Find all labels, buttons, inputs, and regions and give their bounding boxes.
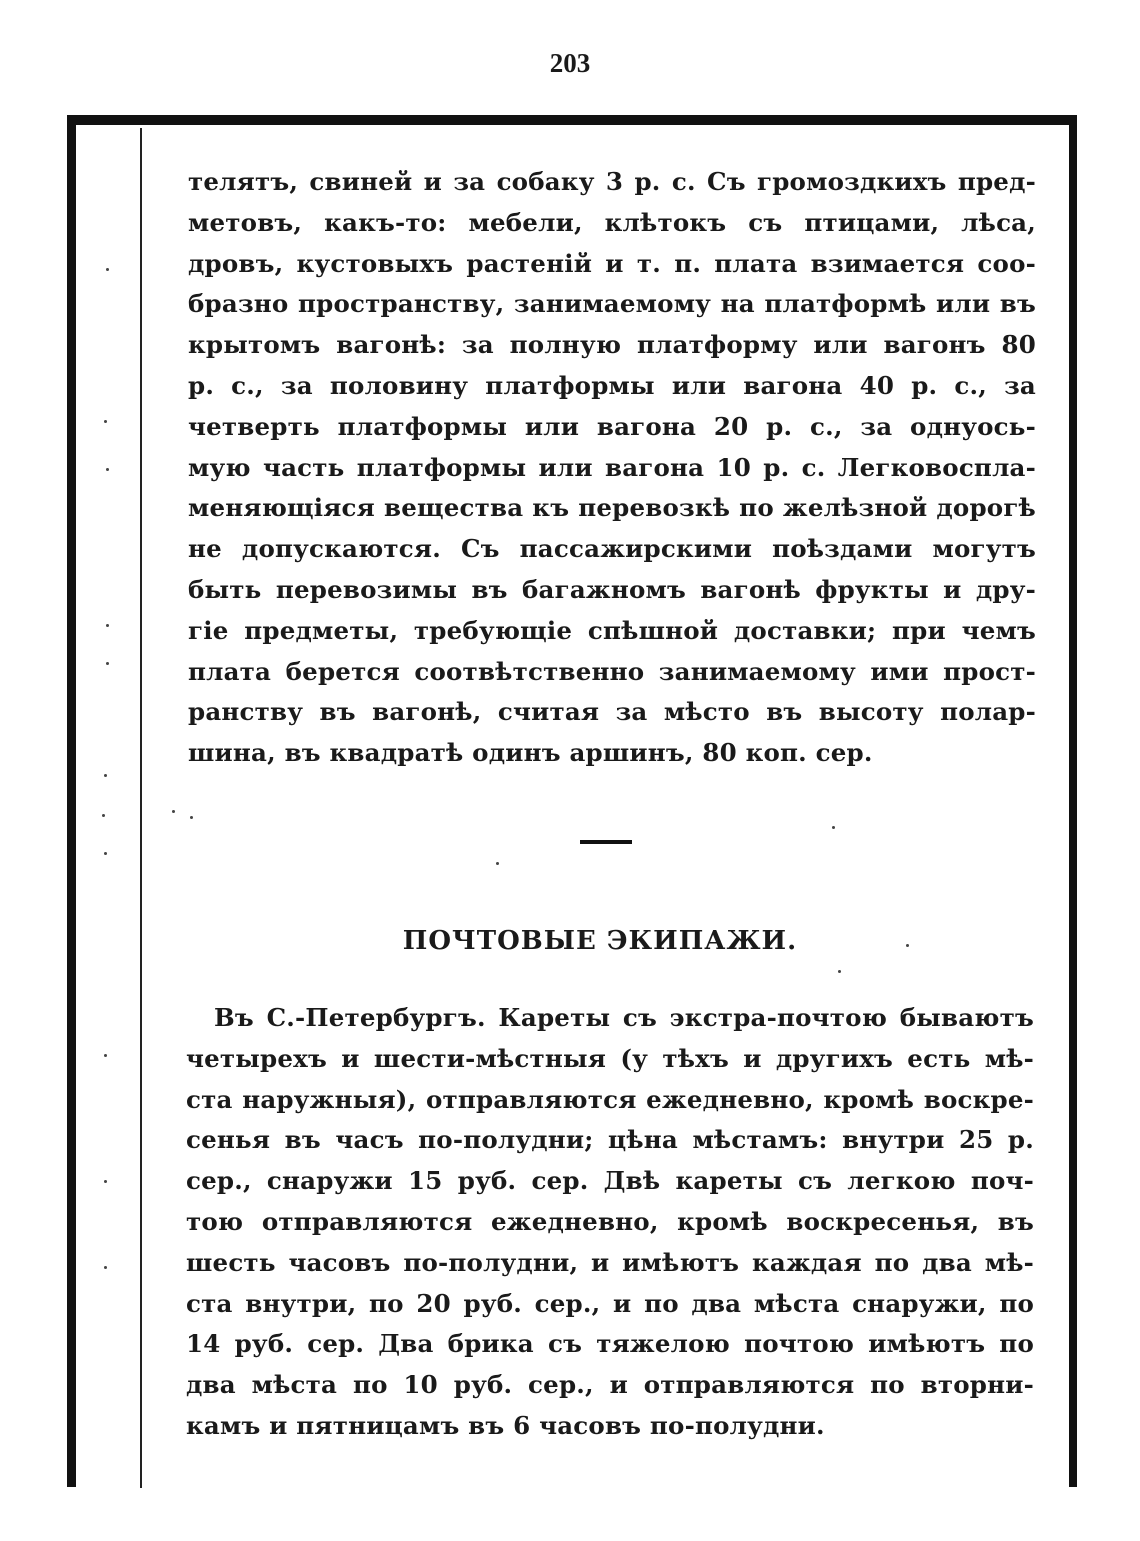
scan-speck bbox=[104, 774, 107, 777]
text-line: камъ и пятницамъ въ 6 часовъ по-полудни. bbox=[186, 1410, 825, 1440]
text-line: быть перевозимы въ багажномъ вагонѣ фрукты и дру- bbox=[188, 574, 1036, 604]
city-lead-heading: Въ С.-Петербургъ. bbox=[214, 1003, 486, 1032]
paragraph-postal-carriages bbox=[186, 998, 1034, 1447]
scan-speck bbox=[106, 662, 109, 665]
text-line: крытомъ вагонѣ: за полную платформу или вагонъ 80 bbox=[188, 330, 1036, 360]
scan-speck bbox=[190, 816, 193, 819]
inner-margin-rule bbox=[140, 128, 142, 1488]
text-line: шесть часовъ по-полудни, и имѣютъ каждая по два мѣ- bbox=[186, 1247, 1034, 1277]
text-line: бразно пространству, занимаемому на платформѣ или въ bbox=[188, 289, 1036, 319]
text-line: шина, въ квадратѣ одинъ аршинъ, 80 коп. сер. bbox=[188, 738, 873, 768]
scan-speck bbox=[496, 862, 499, 865]
scan-speck bbox=[832, 826, 835, 829]
text-line: не допускаются. Съ пассажирскими поѣздами могутъ bbox=[188, 534, 1036, 564]
text-line: телятъ, свиней и за собаку 3 р. с. Съ громоздкихъ пред- bbox=[188, 167, 1036, 196]
text-line: четверть платформы или вагона 20 р. с., за однуось- bbox=[188, 411, 1036, 441]
scan-speck bbox=[106, 268, 109, 271]
text-line: метовъ, какъ-то: мебели, клѣтокъ съ птицами, лѣса, bbox=[188, 207, 1036, 237]
text-line: 14 руб. сер. Два брика съ тяжелою почтою имѣютъ по bbox=[186, 1329, 1034, 1359]
scan-speck bbox=[104, 1180, 107, 1183]
scan-speck bbox=[906, 944, 909, 947]
scan-speck bbox=[104, 1054, 107, 1057]
scan-speck bbox=[104, 420, 107, 423]
text-line: ста внутри, по 20 руб. сер., и по два мѣста снаружи, по bbox=[186, 1288, 1034, 1318]
text-line: тою отправляются ежедневно, кромѣ воскресенья, въ bbox=[186, 1206, 1034, 1236]
text-line: плата берется соотвѣтственно занимаемому ими прост- bbox=[188, 656, 1036, 686]
text-line: ста наружныя), отправляются ежедневно, кромѣ воскре- bbox=[186, 1084, 1034, 1114]
scan-speck bbox=[106, 624, 109, 627]
scan-speck bbox=[104, 1266, 107, 1269]
text-line: мую часть платформы или вагона 10 р. с. Легковоспла- bbox=[188, 452, 1036, 482]
section-heading: ПОЧТОВЫЕ ЭКИПАЖИ. bbox=[402, 926, 798, 956]
scan-speck bbox=[104, 852, 107, 855]
text-line: четырехъ и шести-мѣстныя (у тѣхъ и другихъ есть мѣ- bbox=[186, 1043, 1034, 1073]
section-separator-rule bbox=[580, 840, 632, 844]
scan-speck bbox=[102, 814, 105, 817]
text-line-rest: Кареты съ экстра-почтою бываютъ bbox=[485, 1003, 1034, 1032]
text-line: гіе предметы, требующіе спѣшной доставки; при чемъ bbox=[188, 615, 1036, 645]
text-line: сер., снаружи 15 руб. сер. Двѣ кареты съ легкою поч- bbox=[186, 1166, 1034, 1196]
scan-speck bbox=[172, 810, 175, 813]
scan-speck bbox=[838, 970, 841, 973]
scan-speck bbox=[106, 468, 109, 471]
text-line: два мѣста по 10 руб. сер., и отправляются по вторни- bbox=[186, 1370, 1034, 1400]
text-line: сенья въ часъ по-полудни; цѣна мѣстамъ: внутри 25 р. bbox=[186, 1125, 1034, 1155]
text-line: дровъ, кустовыхъ растеній и т. п. плата взимается соо- bbox=[188, 248, 1036, 278]
text-line: р. с., за половину платформы или вагона 40 р. с., за bbox=[188, 370, 1036, 400]
page-number: 203 bbox=[549, 48, 591, 78]
text-line bbox=[186, 998, 1034, 1039]
text-line: меняющіяся вещества къ перевозкѣ по желѣзной дорогѣ bbox=[188, 493, 1036, 523]
text-line: ранству въ вагонѣ, считая за мѣсто въ высоту полар- bbox=[188, 697, 1036, 727]
paragraph-railway-freight bbox=[188, 162, 1036, 774]
